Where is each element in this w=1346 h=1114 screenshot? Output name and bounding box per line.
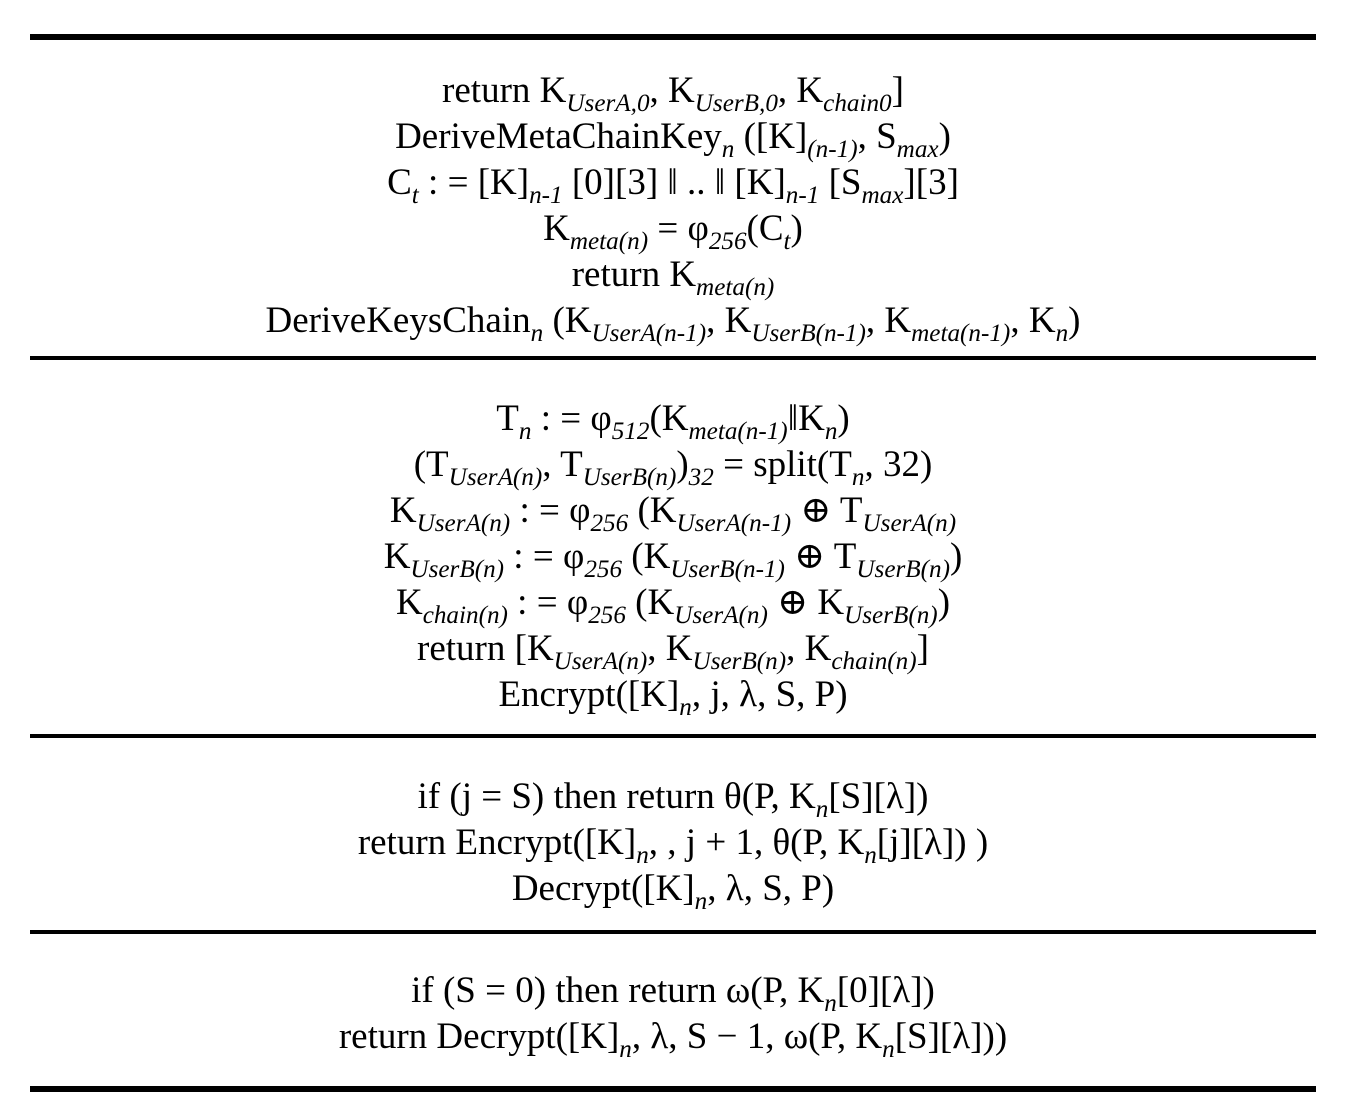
block-decrypt xyxy=(30,934,1316,1086)
algorithm-table xyxy=(30,34,1316,1092)
block-derive-meta-chain-key xyxy=(30,40,1316,356)
formula-line: return [$K_{UserA(n)}$, $K_{UserB(n)}$, $K_{chain(n)}$] xyxy=(417,628,929,675)
formula-line: $Decrypt([K]_n$, λ, S, P) xyxy=(511,868,835,915)
formula-line: $K_{UserA(n)}$ : = $\varphi_{256}$ ($K_{UserA(n-1)}$ ⊕ $T_{UserA(n)}$ xyxy=(389,490,957,537)
formula-line: return $Decrypt([K]_n$, λ, S − 1, ω(P, $K_n[S][\lambda]$)) xyxy=(338,1016,1008,1063)
formula-line: if (S = 0) then return ω(P, $K_n[0][\lambda]$) xyxy=(411,970,935,1017)
formula-line: DeriveMetaChainKey$_n$ ($[K]_{(n-1)}$, $S_{max}$) xyxy=(395,116,951,163)
formula-line: $C_t$ : = $[K]_{n-1}$ [0][3] ‖ .. ‖ $[K]_{n-1}$ $[S_{max}][3]$ xyxy=(387,162,959,209)
formula-line: $K_{UserB(n)}$ : = $\varphi_{256}$ ($K_{UserB(n-1)}$ ⊕ $T_{UserB(n)}$) xyxy=(383,536,963,583)
block-encrypt xyxy=(30,738,1316,930)
block-derive-keys-chain xyxy=(30,360,1316,734)
formula-line: if (j = S) then return θ(P, $K_n[S][\lambda]$) xyxy=(417,776,929,823)
bottom-rule xyxy=(30,1086,1316,1092)
formula-line: return $K_{UserA,0}$, $K_{UserB,0}$, $K_{chain0}$] xyxy=(442,70,904,117)
formula-line: $T_n$ : = $\varphi_{512}(K_{meta(n-1)}‖K_n)$ xyxy=(496,398,850,445)
formula-line: return $K_{meta(n)}$ xyxy=(571,254,775,301)
formula-line: DeriveKeysChain$_n$ ($K_{UserA(n-1)}$, $K_{UserB(n-1)}$, $K_{meta(n-1)}$, $K_n$) xyxy=(265,300,1081,347)
formula-line: return $Encrypt([K]_n$, , j + 1, θ(P, $K_n[j][\lambda]$) ) xyxy=(357,822,989,869)
formula-line: $K_{meta(n)} = \varphi_{256}(C_t)$ xyxy=(543,208,803,255)
formula-line: ($T_{UserA(n)}$, $T_{UserB(n)})_{32}$ = $split(T_n$, 32) xyxy=(413,444,933,491)
formula-line: $K_{chain(n)}$ : = $\varphi_{256}$ ($K_{UserA(n)}$ ⊕ $K_{UserB(n)}$) xyxy=(395,582,951,629)
formula-line: $Encrypt([K]_n$, j, λ, S, P) xyxy=(498,674,848,721)
